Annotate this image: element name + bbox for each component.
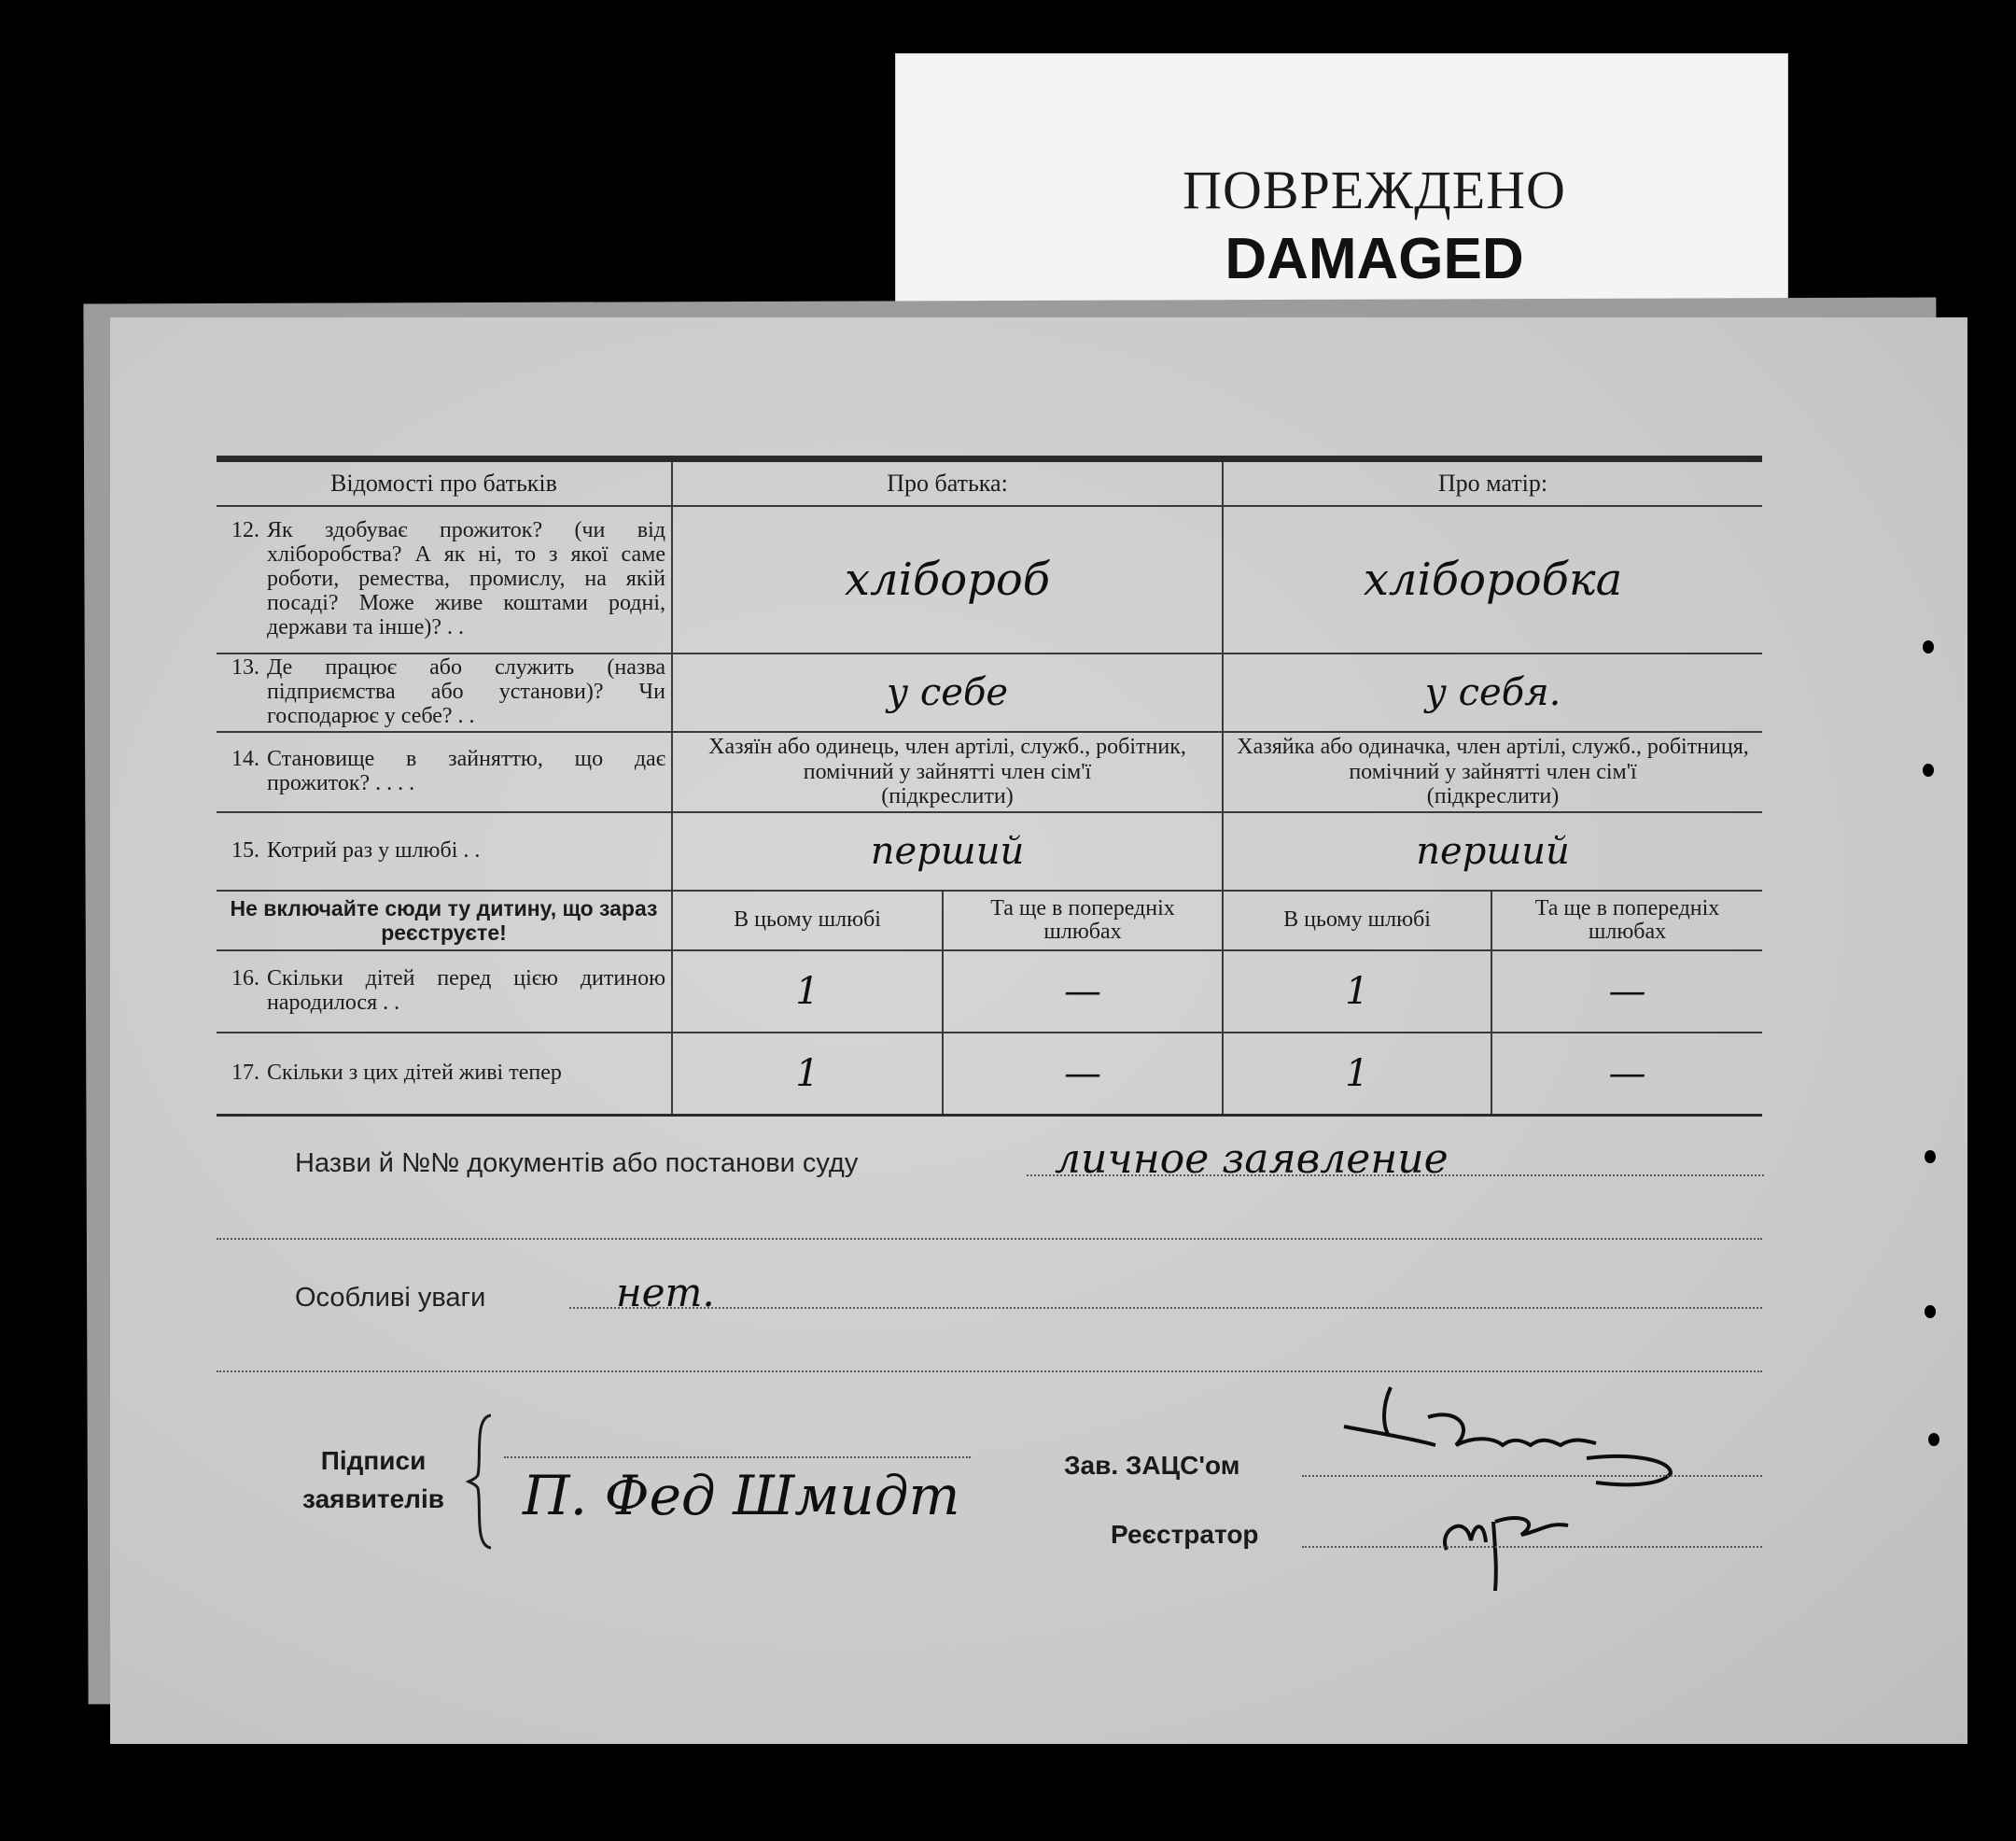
q16-father-this: 1 (672, 950, 943, 1033)
table-row-q12 (217, 506, 1762, 653)
table-row-q14 (217, 732, 1762, 812)
applicants-signature-label: Підписи заявителів (302, 1446, 444, 1513)
q17-mother-this: 1 (1223, 1033, 1491, 1116)
table-row-q16 (217, 950, 1762, 1033)
header-parents-info: Відомості про батьків (217, 459, 672, 507)
punch-hole (1928, 1433, 1939, 1446)
father-this-marriage-header: В цьому шлюбі (672, 891, 943, 950)
question-16: 16. Скільки дітей перед цією дитиною народилося . . (231, 966, 665, 1015)
father-occupation: хлібороб (672, 506, 1223, 653)
label-en-text: DAMAGED (1225, 227, 1524, 291)
q16-mother-prev: — (1491, 950, 1762, 1033)
mother-marriage-count: перший (1223, 812, 1762, 891)
head-signature-line (1302, 1475, 1762, 1477)
father-status-options: Хазяїн або одинець, член артілі, служб., робітник, помічний у зайнятті член сім'ї (708, 735, 1186, 784)
children-header-row (217, 891, 1762, 950)
brace-icon (465, 1412, 502, 1552)
q17-mother-prev: — (1491, 1033, 1762, 1116)
question-12: 12. Як здобуває прожиток? (чи від хліборобства? А як ні, то з якої саме роботи, ремества, промислу, на якій посаді? Може живе коштами родні, держави та інше)? . . (231, 518, 665, 639)
mother-workplace: у себя. (1223, 653, 1762, 732)
remarks-value: нет. (616, 1270, 715, 1315)
question-17: 17. Скільки з цих дітей живі тепер (231, 1061, 562, 1086)
registrar-signature-line (1302, 1546, 1762, 1548)
damaged-label-card (896, 54, 1787, 320)
mother-previous-marriages-header: Та ще в попередніх шлюбах (1491, 891, 1762, 950)
remarks-label: Особливі уваги (295, 1283, 486, 1313)
table-row-q13 (217, 653, 1762, 732)
father-previous-marriages-header: Та ще в попередніх шлюбах (943, 891, 1223, 950)
punch-hole (1923, 764, 1934, 777)
mother-this-marriage-header: В цьому шлюбі (1223, 891, 1491, 950)
punch-hole (1925, 1150, 1936, 1163)
mother-status-note: (підкреслити) (1426, 784, 1560, 809)
table-header-row (217, 459, 1762, 507)
father-status-note: (підкреслити) (881, 784, 1014, 809)
mother-occupation: хліборобка (1223, 506, 1762, 653)
head-signature (1316, 1370, 1708, 1492)
q16-father-prev: — (943, 950, 1223, 1033)
documents-dotted-line (1027, 1174, 1764, 1176)
table-row-q17 (217, 1033, 1762, 1116)
q17-father-this: 1 (672, 1033, 943, 1116)
question-14: 14. Становище в зайняттю, що дає прожиток? . . . . (231, 747, 665, 795)
table-row-q15 (217, 812, 1762, 891)
registrar-signature (1428, 1494, 1596, 1596)
q17-father-prev: — (943, 1033, 1223, 1116)
applicant-signature-line (504, 1456, 971, 1458)
registrar-label: Реєстратор (1111, 1520, 1259, 1549)
punch-hole (1923, 640, 1934, 653)
q16-mother-this: 1 (1223, 950, 1491, 1033)
mother-status-options: Хазяйка або одиначка, член артілі, служб., робітниця, помічний у зайнятті член сім'ї (1237, 735, 1749, 784)
question-13: 13. Де працює або служить (назва підприємства або установи)? Чи господарює у себе? . . (231, 655, 665, 728)
label-ru-text: ПОВРЕЖДЕНО (1183, 160, 1566, 220)
question-15: 15. Котрий раз у шлюбі . . (231, 838, 481, 864)
father-workplace: у себе (672, 653, 1223, 732)
documents-dotted-line-2 (217, 1238, 1762, 1240)
applicant-signature: П. Фед Шмидт (523, 1464, 960, 1527)
head-office-label: Зав. ЗАЦС'ом (1064, 1451, 1240, 1480)
documents-label: Назви й №№ документів або постанови суду (295, 1148, 859, 1178)
documents-value: личное заявление (1055, 1135, 1449, 1183)
punch-hole (1925, 1305, 1936, 1318)
parents-info-table (217, 456, 1762, 1117)
header-father: Про батька: (672, 459, 1223, 507)
header-mother: Про матір: (1223, 459, 1762, 507)
father-marriage-count: перший (672, 812, 1223, 891)
mother-employment-status (1223, 732, 1762, 812)
father-employment-status (672, 732, 1223, 812)
remarks-dotted-line (569, 1307, 1762, 1309)
children-exclusion-note: Не включайте сюди ту дитину, що зараз реєструєте! (217, 891, 672, 950)
